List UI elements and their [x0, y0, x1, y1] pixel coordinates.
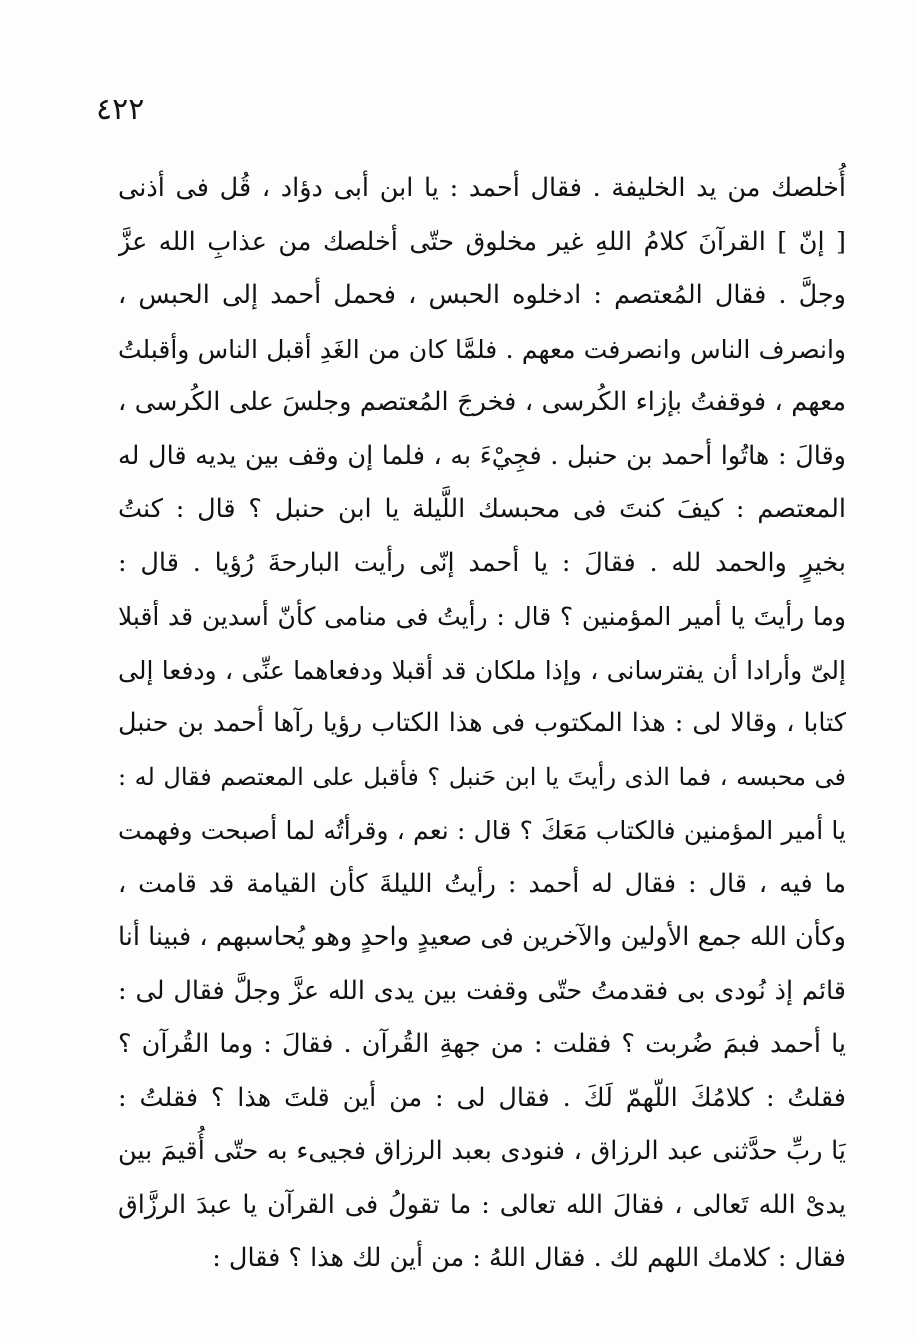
text-line: وانصرف الناس وانصرفت معهم . فلمَّا كان من الغَدِ أقبل الناس وأقبلتُ [118, 334, 846, 364]
text-line: يدىْ الله تَعالى ، فقالَ الله تعالى : ما تقولُ فى القرآن يا عبدَ الرزَّاق [118, 1189, 846, 1220]
text-line: يَا ربِّ حدَّثنى عبد الرزاق ، فنودى بعبد الرزاق فجيىء به حتّى أُقيمَ بين [118, 1136, 846, 1166]
text-line: إلىّ وأرادا أن يفترسانى ، وإذا ملكان قد أقبلا ودفعاهما عنِّى ، ودفعا إلى [118, 655, 846, 685]
text-line: [ إنّ ] القرآنَ كلامُ اللهِ غير مخلوق حتّى أخلصك من عذابِ الله عزَّ [118, 226, 846, 257]
text-line: معهم ، فوقفتُ بإزاء الكُرسى ، فخرجَ المُعتصم وجلسَ على الكُرسى ، [118, 387, 846, 417]
text-line: أُخلصك من يد الخليفة . فقال أحمد : يا ابن أبى دؤاد ، قُل فى أذنى [118, 173, 846, 203]
text-line: وما رأيتَ يا أمير المؤمنين ؟ قال : رأيتُ فى منامى كأنّ أسدين قد أقبلا [118, 602, 846, 631]
text-line: وجلَّ . فقال المُعتصم : ادخلوه الحبس ، فحمل أحمد إلى الحبس ، [118, 280, 846, 310]
text-line: فى محبسه ، فما الذى رأيتَ يا ابن حَنبل ؟ فأقبل على المعتصم فقال له : [118, 762, 846, 791]
text-line: فقال : كلامك اللهم لك . فقال اللهُ : من أين لك هذا ؟ فقال : [212, 1243, 846, 1273]
text-line: المعتصم : كيفَ كنتَ فى محبسك اللَّيلة يا ابن حنبل ؟ قال : كنتُ [118, 494, 846, 524]
body-text [118, 162, 846, 1286]
text-line: وقالَ : هاتُوا أحمد بن حنبل . فجِيْءَ به ، فلما إن وقف بين يديه قال له [118, 440, 846, 471]
text-line: بخيرٍ والحمد لله . فقالَ : يا أحمد إنّى رأيت البارحةَ رُؤيا . قال : [118, 547, 846, 578]
text-line: ما فيه ، قال : فقال له أحمد : رأيتُ الليلةَ كأن القيامة قد قامت ، [118, 868, 846, 899]
text-line: كتابا ، وقالا لى : هذا المكتوب فى هذا الكتاب رؤيا رآها أحمد بن حنبل [118, 708, 846, 738]
text-line: فقلتُ : كلامُكَ اللّهمّ لَكَ . فقال لى : من أين قلتَ هذا ؟ فقلتُ : [118, 1082, 846, 1113]
text-line: وكأن الله جمع الأولين والآخرين فى صعيدٍ واحدٍ وهو يُحاسبهم ، فبينا أنا [118, 922, 846, 952]
text-line: يا أمير المؤمنين فالكتاب مَعَكَ ؟ قال : نعم ، وقرأتُه لما أصبحت وفهمت [118, 816, 846, 845]
text-line: يا أحمد فبمَ ضُربت ؟ فقلت : من جهةِ القُرآن . فقالَ : وما القُرآن ؟ [118, 1029, 846, 1059]
text-line: قائم إذ نُودى بى فقدمتُ حتّى وقفت بين يدى الله عزَّ وجلَّ فقال لى : [118, 975, 846, 1006]
page-number: ٤٢٢ [96, 92, 145, 127]
